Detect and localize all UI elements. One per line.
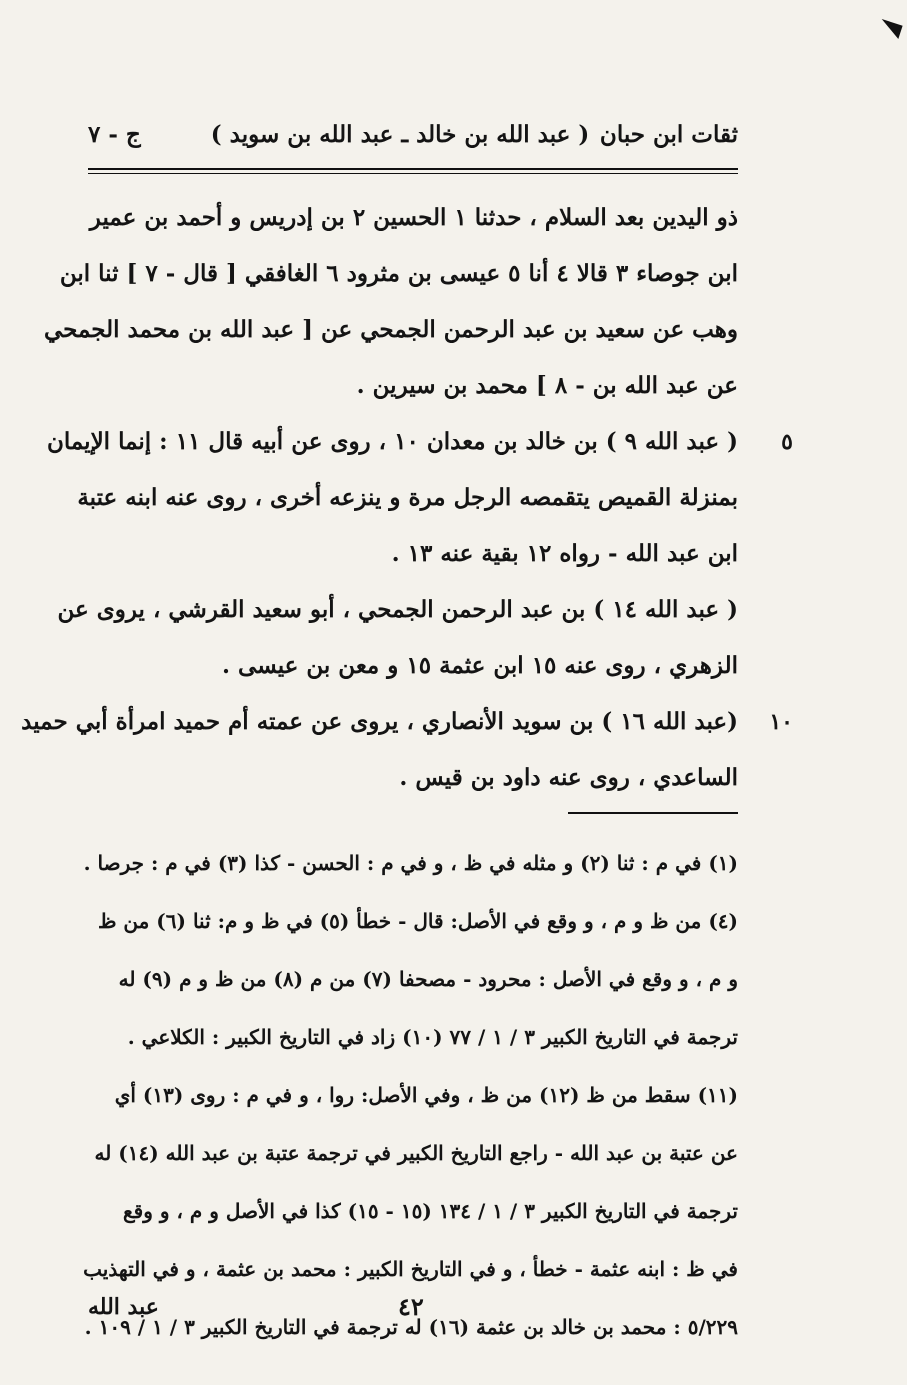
catchword: عبد الله	[88, 1294, 159, 1320]
text-line	[88, 358, 738, 414]
footnote-line: (١١) سقط من ظ (١٢) من ظ ، وفي الأصل: روا ، و في م : روى (١٣) أي	[114, 1083, 738, 1107]
line-text: الزهري ، روى عنه ١٥ ابن عثمة ١٥ و معن بن عيسى .	[222, 652, 738, 679]
header-subtitle: ( عبد الله بن خالد ـ عبد الله بن سويد )	[210, 121, 590, 148]
text-line	[88, 190, 738, 246]
text-line	[77, 470, 738, 526]
page-footer	[88, 1292, 738, 1332]
footnote-line: ٥/٢٢٩ : محمد بن خالد بن عثمة (١٦) له ترجمة في التاريخ الكبير ٣ / ١ / ١٠٩ .	[84, 1315, 738, 1339]
page	[21, 110, 793, 1356]
line-text: الساعدي ، روى عنه داود بن قيس .	[399, 764, 738, 791]
corner-mark	[877, 19, 902, 39]
entry-number: ٥	[781, 429, 793, 455]
footnotes	[83, 834, 738, 1356]
entry-number: ١٠	[769, 709, 793, 735]
header-rule	[88, 168, 738, 174]
header-title: ثقات ابن حبان	[599, 121, 738, 148]
footnote-line: في ظ : ابنه عثمة - خطأ ، و في التاريخ الكبير : محمد بن عثمة ، و في التهذيب	[83, 1257, 738, 1281]
line-text: عن عبد الله بن - ٨ ] محمد بن سيرين .	[356, 372, 738, 399]
footnote-separator	[568, 812, 738, 814]
text-line	[43, 302, 738, 358]
text-line	[21, 694, 793, 750]
page-number: ٤٢	[398, 1292, 424, 1321]
line-text: ( عبد الله ٩ ) بن خالد بن معدان ١٠ ، روى عن أبيه قال ١١ : إنما الإيمان	[46, 428, 738, 455]
footnote-line: و م ، و وقع في الأصل : محرود - مصحفا (٧) من م (٨) من ظ و م (٩) له	[118, 967, 738, 991]
footnote-line: ترجمة في التاريخ الكبير ٣ / ١ / ٧٧ (١٠) زاد في التاريخ الكبير : الكلاعي .	[127, 1025, 738, 1049]
line-text: وهب عن سعيد بن عبد الرحمن الجمحي عن [ عبد الله بن محمد الجمحي	[43, 316, 738, 343]
header-volume: ج - ٧	[88, 121, 141, 148]
line-text: بمنزلة القميص يتقمصه الرجل مرة و ينزعه أخرى ، روى عنه ابنه عتبة	[77, 484, 738, 511]
line-text: ابن عبد الله - رواه ١٢ بقية عنه ١٣ .	[391, 540, 738, 567]
footnote-line: (١) في م : ثنا (٢) و مثله في ظ ، و في م : الحسن - كذا (٣) في م : جرصا .	[83, 851, 738, 875]
text-line	[46, 414, 793, 470]
text-line	[88, 750, 738, 806]
text-line	[88, 638, 738, 694]
text-line	[57, 582, 738, 638]
line-text: ابن جوصاء ٣ قالا ٤ أنا ٥ عيسى بن مثرود ٦ الغافقي [ قال - ٧ ] ثنا ابن	[59, 260, 738, 287]
text-line	[88, 526, 738, 582]
line-text: (عبد الله ١٦ ) بن سويد الأنصاري ، يروى عن عمته أم حميد امرأة أبي حميد	[21, 708, 738, 735]
text-line	[59, 246, 738, 302]
footnote-line: (٤) من ظ و م ، و وقع في الأصل: قال - خطأ (٥) في ظ و م: ثنا (٦) من ظ	[97, 909, 738, 933]
footnote-line: عن عتبة بن عبد الله - راجع التاريخ الكبير في ترجمة عتبة بن عبد الله (١٤) له	[94, 1141, 738, 1165]
line-text: ذو اليدين بعد السلام ، حدثنا ١ الحسين ٢ بن إدريس و أحمد بن عمير	[89, 204, 738, 231]
line-text: ( عبد الله ١٤ ) بن عبد الرحمن الجمحي ، أبو سعيد القرشي ، يروى عن	[57, 596, 738, 623]
running-header	[88, 110, 738, 160]
body-text	[21, 190, 793, 806]
footnote-line: ترجمة في التاريخ الكبير ٣ / ١ / ١٣٤ (١٥ - ١٥) كذا في الأصل و م ، و وقع	[123, 1199, 738, 1223]
